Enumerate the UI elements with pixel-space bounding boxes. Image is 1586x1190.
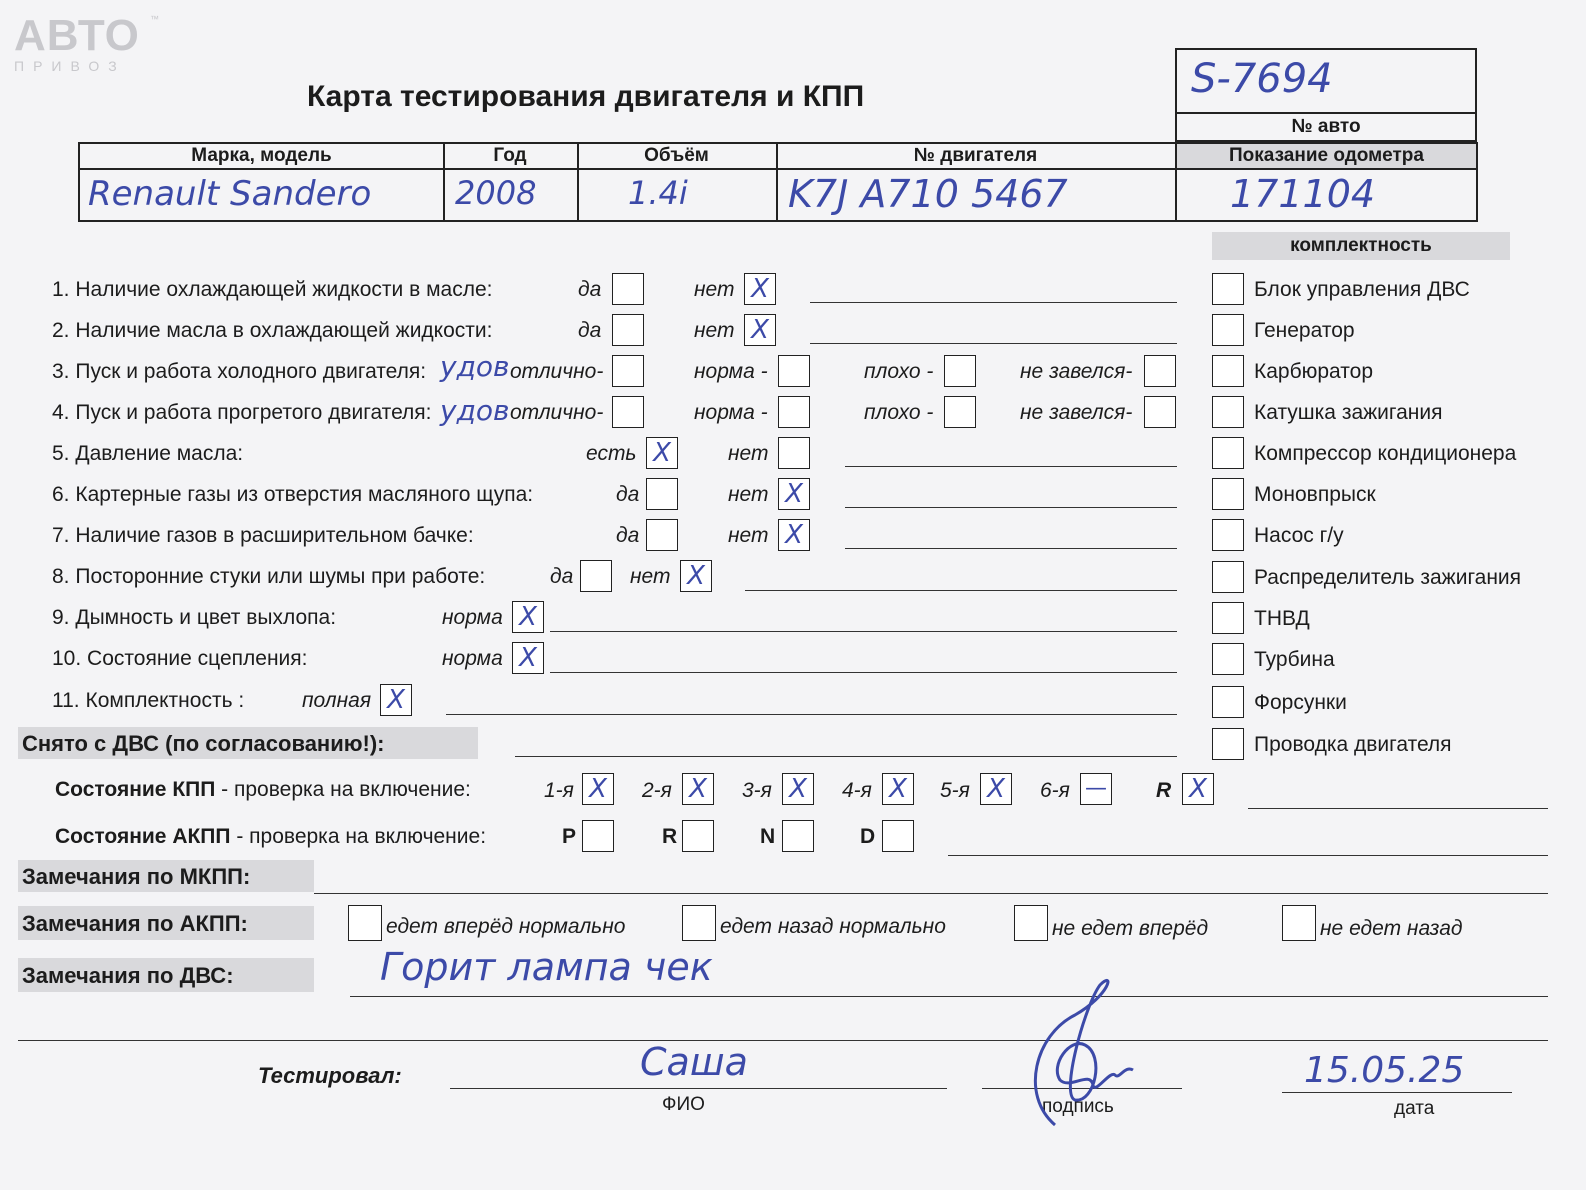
completeness-label-turbine: Турбина: [1254, 648, 1335, 671]
name-caption: ФИО: [662, 1094, 705, 1115]
check-1-yes-checkbox[interactable]: [612, 273, 644, 305]
watermark-logo: АВТО ПРИВОЗ ™: [14, 11, 159, 74]
auto-p-checkbox[interactable]: [582, 820, 614, 852]
gear-2-checkbox[interactable]: X: [682, 773, 714, 805]
engine-number-header: № двигателя: [913, 145, 1038, 166]
check-4-normal-checkbox[interactable]: [778, 396, 810, 428]
completeness-label-distributor: Распределитель зажигания: [1254, 566, 1522, 589]
vehicle-table: [78, 142, 1478, 222]
completeness-checkbox-injection-pump[interactable]: [1212, 602, 1244, 634]
check-4-excellent-checkbox[interactable]: [612, 396, 644, 428]
completeness-checkbox-ac-compressor[interactable]: [1212, 437, 1244, 469]
check-8: 8. Посторонние стуки или шумы при работе:: [52, 565, 486, 588]
signature-image: [1015, 975, 1155, 1135]
auto-d-checkbox[interactable]: [882, 820, 914, 852]
gear-5-checkbox[interactable]: X: [980, 773, 1012, 805]
completeness-checkbox-power-steering-pump[interactable]: [1212, 519, 1244, 551]
completeness-label-carburetor: Карбюратор: [1254, 360, 1374, 383]
check-3-not-started-checkbox[interactable]: [1144, 355, 1176, 387]
check-10: 10. Состояние сцепления:: [52, 647, 308, 670]
make-model-value: Renault Sandero: [88, 174, 372, 214]
check-7: 7. Наличие газов в расширительном бачке:: [52, 524, 474, 547]
check-8-yes-checkbox[interactable]: [580, 560, 612, 592]
tester-name-value: Саша: [640, 1040, 748, 1084]
check-4: 4. Пуск и работа прогретого двигателя:: [52, 401, 432, 424]
completeness-checkbox-ignition-coil[interactable]: [1212, 396, 1244, 428]
check-9: 9. Дымность и цвет выхлопа:: [52, 606, 337, 629]
volume-header: Объём: [644, 145, 709, 166]
check-3-note: удов: [440, 350, 510, 383]
check-7-yes-checkbox[interactable]: [646, 519, 678, 551]
auto-reverse-normal-checkbox[interactable]: [682, 905, 716, 941]
manual-remarks-label: Замечания по МКПП:: [22, 864, 251, 889]
gear-1-checkbox[interactable]: X: [582, 773, 614, 805]
check-4-not-started-checkbox[interactable]: [1144, 396, 1176, 428]
check-6-yes-checkbox[interactable]: [646, 478, 678, 510]
completeness-checkbox-injectors[interactable]: [1212, 686, 1244, 718]
auto-no-reverse-checkbox[interactable]: [1282, 905, 1316, 941]
make-model-header: Марка, модель: [191, 145, 332, 166]
automatic-gearbox-label: Состояние АКПП - проверка на включение:: [55, 825, 487, 848]
auto-forward-normal-checkbox[interactable]: [348, 905, 382, 941]
car-number-label: № авто: [1291, 116, 1361, 137]
completeness-checkbox-generator[interactable]: [1212, 314, 1244, 346]
stock-number-value: S-7694: [1191, 56, 1333, 102]
auto-n-checkbox[interactable]: [782, 820, 814, 852]
engine-remarks-label: Замечания по ДВС:: [22, 963, 234, 988]
check-3-bad-checkbox[interactable]: [944, 355, 976, 387]
check-2: 2. Наличие масла в охлаждающей жидкости:: [52, 319, 493, 342]
check-4-bad-checkbox[interactable]: [944, 396, 976, 428]
check-10-normal-checkbox[interactable]: X: [512, 642, 544, 674]
engine-number-value: K7J A710 5467: [788, 172, 1068, 216]
completeness-checkbox-turbine[interactable]: [1212, 643, 1244, 675]
manual-gearbox-label: Состояние КПП - проверка на включение:: [55, 778, 471, 801]
date-caption: дата: [1394, 1098, 1435, 1119]
gear-reverse-checkbox[interactable]: X: [1182, 773, 1214, 805]
check-3-excellent-checkbox[interactable]: [612, 355, 644, 387]
completeness-checkbox-carburetor[interactable]: [1212, 355, 1244, 387]
check-5-no-checkbox[interactable]: [778, 437, 810, 469]
automatic-remarks-label: Замечания по АКПП:: [22, 911, 248, 936]
odometer-value: 171104: [1230, 172, 1376, 216]
year-header: Год: [493, 145, 527, 166]
completeness-label-ignition-coil: Катушка зажигания: [1254, 401, 1443, 424]
check-3-normal-checkbox[interactable]: [778, 355, 810, 387]
completeness-label-power-steering-pump: Насос г/у: [1254, 524, 1344, 547]
check-1: 1. Наличие охлаждающей жидкости в масле:: [52, 278, 493, 301]
auto-r-checkbox[interactable]: [682, 820, 714, 852]
completeness-label-engine-wiring: Проводка двигателя: [1254, 733, 1452, 756]
completeness-label-injectors: Форсунки: [1254, 691, 1347, 714]
check-11: 11. Комплектность :: [52, 689, 245, 712]
completeness-checkbox-engine-wiring[interactable]: [1212, 728, 1244, 760]
check-4-note: удов: [440, 394, 510, 427]
check-7-no-checkbox[interactable]: X: [778, 519, 810, 551]
auto-no-forward-checkbox[interactable]: [1014, 905, 1048, 941]
completeness-label-mono-injection: Моновпрыск: [1254, 483, 1376, 506]
volume-value: 1.4i: [628, 174, 688, 212]
check-11-full-checkbox[interactable]: X: [380, 684, 412, 716]
check-9-normal-checkbox[interactable]: X: [512, 601, 544, 633]
odometer-header: Показание одометра: [1229, 145, 1424, 166]
completeness-label-injection-pump: ТНВД: [1254, 607, 1310, 630]
year-value: 2008: [455, 174, 537, 212]
page-title: Карта тестирования двигателя и КПП: [307, 80, 865, 113]
completeness-header: комплектность: [1290, 235, 1432, 256]
gear-6-checkbox[interactable]: —: [1080, 773, 1112, 805]
completeness-label-generator: Генератор: [1254, 319, 1355, 342]
engine-remarks-value: Горит лампа чек: [380, 945, 713, 989]
check-6-no-checkbox[interactable]: X: [778, 478, 810, 510]
check-1-no-checkbox[interactable]: X: [744, 273, 776, 305]
completeness-checkbox-mono-injection[interactable]: [1212, 478, 1244, 510]
test-card-page: АВТО ПРИВОЗ ™ Карта тестирования двигателя и КПП S-7694 № авто Марка, модель Год Объём № двигателя Показание одометра Renault Sandero 2008 1.4i K7J A710 5467 171104 комплектность 1. Наличие охлаждающей жидкости в масле: 2. Наличие масла в охлаждающей жидкости: 3. Пуск и работа холодного двигателя: 4. Пуск и работа прогретого двигателя: 5. Давление масла: 6. Картерные газы из отверстия масляного щупа: 7. Наличие газов в расширительном бачке: 8. Посторонние стуки или шумы при работе: 9. Дымность и цвет выхлопа: 10. Состояние сцепления: 11. Комплектность : удов удов да нет X да нет X отлично- норма - плохо - не завелся- отлично- норма - плохо - не завелся- есть X нет да нет X да нет X да нет X норма X норма X полная X Снято с ДВС (по согласованию!): Блок управления ДВС Генератор Карбюратор Катушка зажигания Компрессор кондиционера Моновпрыск Насос г/у Распределитель зажигания ТНВД Турбина Форсунки Проводка двигателя Состояние КПП - проверка на включение: 1-я X 2-я X 3-я X 4-я X 5-я X 6-я — R X Состояние АКПП - проверка на включение: P R N D Замечания по МКПП: Замечания по АКПП: едет вперёд нормально едет назад нормально не едет вперёд не едет назад Замечания по ДВС: Горит лампа чек Тестировал: Саша ФИО подпись 15.05.25 дата: [0, 0, 1586, 1190]
completeness-label-ac-compressor: Компрессор кондиционера: [1254, 442, 1517, 465]
gear-4-checkbox[interactable]: X: [882, 773, 914, 805]
removed-label: Снято с ДВС (по согласованию!):: [22, 731, 385, 756]
check-3: 3. Пуск и работа холодного двигателя:: [52, 360, 427, 383]
gear-3-checkbox[interactable]: X: [782, 773, 814, 805]
check-5-present-checkbox[interactable]: X: [646, 437, 678, 469]
tested-by-label: Тестировал:: [258, 1063, 402, 1088]
date-value: 15.05.25: [1304, 1050, 1465, 1091]
check-6: 6. Картерные газы из отверстия масляного щупа:: [52, 483, 534, 506]
completeness-checkbox-distributor[interactable]: [1212, 561, 1244, 593]
check-5: 5. Давление масла:: [52, 442, 244, 465]
check-8-no-checkbox[interactable]: X: [680, 560, 712, 592]
signature-caption: подпись: [1042, 1096, 1114, 1117]
completeness-label-ecu: Блок управления ДВС: [1254, 278, 1470, 301]
check-2-yes-checkbox[interactable]: [612, 314, 644, 346]
completeness-checkbox-ecu[interactable]: [1212, 273, 1244, 305]
check-2-no-checkbox[interactable]: X: [744, 314, 776, 346]
stock-number-box: [1175, 48, 1477, 142]
